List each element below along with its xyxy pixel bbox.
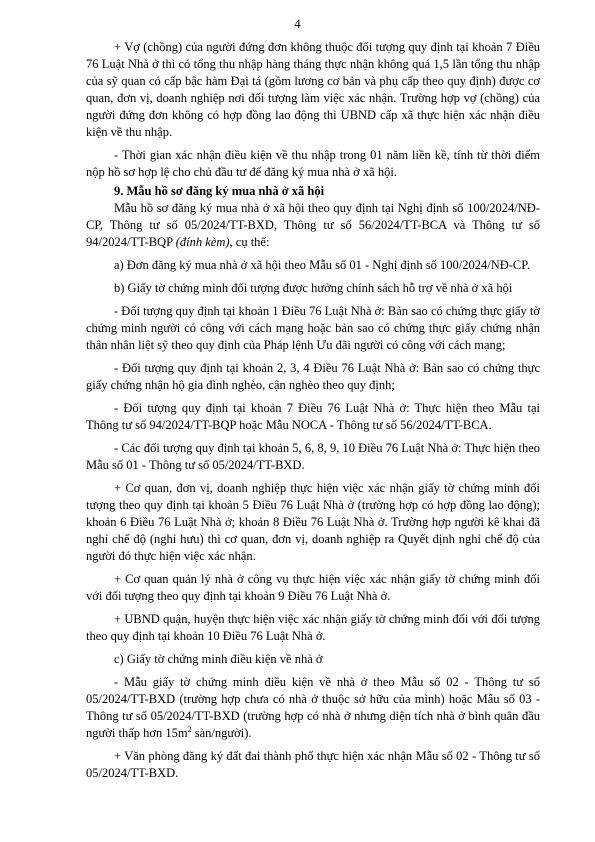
paragraph-khoan-7: - Đối tượng quy định tại khoản 7 Điều 76 Luật Nhà ở: Thực hiện theo Mẫu tại Thông tư số 94/2024/TT-BQP hoặc Mẫu NOCA - Thông tư số 56/2024/TT-BCA. [86,401,540,432]
paragraph-khoan-1: - Đối tượng quy định tại khoản 1 Điều 76 Luật Nhà ở: Bản sao có chứng thực giấy tờ chứng minh người có công với cách mạng hoặc bản sao có chứng thực giấy chứng nhận thân nhân liệt sỹ theo quy định của Pháp lệnh Ưu đãi người có công với cách mạng; [86,304,540,352]
housing-forms-text: - Mẫu giấy tờ chứng minh điều kiện về nhà ở theo Mẫu số 02 - Thông tư số 05/2024/TT-BXD (trường hợp chưa có nhà ở thuộc sở hữu của mình) hoặc Mẫu số 03 - Thông tư số 05/2024/TT-BXD (trường hợp có nhà ở nhưng diện tích nhà ở bình quân đầu người thấp hơn 15m [86,675,540,740]
document-body [86,39,540,782]
paragraph-official-housing: + Cơ quan quản lý nhà ở công vụ thực hiện việc xác nhận giấy tờ chứng minh đối với đối tượng theo quy định tại khoản 9 Điều 76 Luật Nhà ở. [86,572,540,603]
housing-forms-end: sàn/người). [191,726,252,740]
paragraph-spouse-income: + Vợ (chồng) của người đứng đơn không thuộc đối tượng quy định tại khoản 7 Điều 76 Luật Nhà ở thì có tổng thu nhập hàng tháng thực nhận không quá 1,5 lần tổng thu nhập của sỹ quan có cấp bậc hàm Đại tá (gồm lương cơ bản và phụ cấp theo quy định) được cơ quan, đơn vị, doanh nghiệp nơi đối tượng làm việc xác nhận. Trường hợp vợ (chồng) của người đứng đơn không có hợp đồng lao động thì UBND cấp xã thực hiện xác nhận điều kiện về thu nhập. [86,40,540,139]
forms-intro-text: Mẫu hồ sơ đăng ký mua nhà ở xã hội theo quy định tại Nghị định số 100/2024/NĐ-CP, Thông tư số 05/2024/TT-BXD, Thông tư số 56/2024/TT-BCA và Thông tư số 94/2024/TT-BQP [86,201,540,249]
paragraph-income-period: - Thời gian xác nhận điều kiện về thu nhập trong 01 năm liền kề, tính từ thời điểm nộp hồ sơ hợp lệ cho chủ đầu tư để đăng ký mua nhà ở xã hội. [86,148,540,179]
item-c-housing-condition: c) Giấy tờ chứng minh điều kiện về nhà ở [114,652,323,666]
section-heading: 9. Mẫu hồ sơ đăng ký mua nhà ở xã hội [114,184,325,198]
paragraph-housing-forms [86,674,540,742]
paragraph-khoan-5-10: - Các đối tượng quy định tại khoản 5, 6, 8, 9, 10 Điều 76 Luật Nhà ở: Thực hiện theo Mẫu số 01 - Thông tư số 05/2024/TT-BXD. [86,441,540,472]
item-b-eligibility-proof: b) Giấy tờ chứng minh đối tượng được hưởng chính sách hỗ trợ về nhà ở xã hội [114,281,513,295]
forms-intro-end: , cụ thể: [229,235,270,249]
superscript-2: 2 [187,724,192,734]
page-number: 4 [294,17,301,31]
paragraph-khoan-2-3-4: - Đối tượng quy định tại khoản 2, 3, 4 Điều 76 Luật Nhà ở: Bản sao có chứng thực giấy chứng nhận hộ gia đình nghèo, cận nghèo theo quy định; [86,361,540,392]
paragraph-district-ubnd: + UBND quận, huyện thực hiện việc xác nhận giấy tờ chứng minh đối với đối tượng theo quy định tại khoản 10 Điều 76 Luật Nhà ở. [86,612,540,643]
item-a-application-form: a) Đơn đăng ký mua nhà ở xã hội theo Mẫu số 01 - Nghị định số 100/2024/NĐ-CP. [114,258,530,272]
attached-note: (đính kèm) [175,235,230,249]
paragraph-agency-confirmation: + Cơ quan, đơn vị, doanh nghiệp thực hiện việc xác nhận giấy tờ chứng minh đối tượng theo quy định tại khoản 5 Điều 76 Luật Nhà ở (trường hợp có hợp đồng lao động); khoản 6 Điều 76 Luật Nhà ở; khoản 8 Điều 76 Luật Nhà ở. Trường hợp người kê khai đã nghỉ chế độ (nghỉ hưu) thì cơ quan, đơn vị, doanh nghiệp ra Quyết định nghỉ chế độ của người đó thực hiện việc xác nhận. [86,481,540,563]
paragraph-land-registry: + Văn phòng đăng ký đất đai thành phố thực hiện xác nhận Mẫu số 02 - Thông tư số 05/2024/TT-BXD. [86,749,540,780]
paragraph-forms-intro [86,200,540,251]
